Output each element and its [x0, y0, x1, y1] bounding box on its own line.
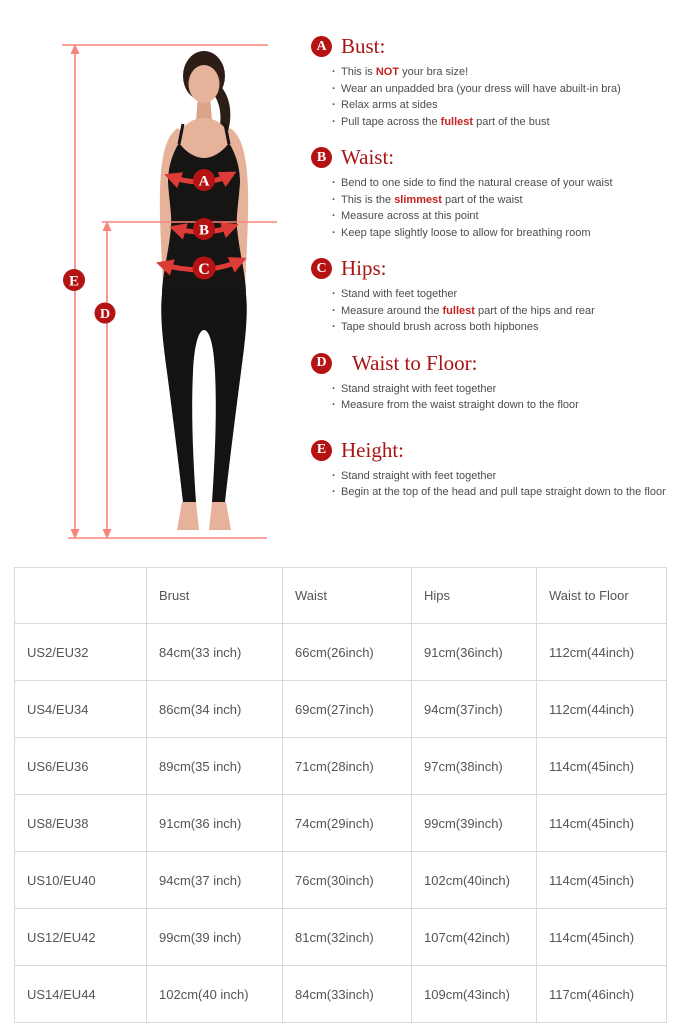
- measurement-cell: 112cm(44inch): [537, 624, 667, 681]
- table-row: [15, 795, 667, 852]
- size-chart-body: [15, 624, 667, 1023]
- bullet-text: your bra size!: [399, 66, 469, 78]
- table-row: [15, 681, 667, 738]
- measurement-cell: 94cm(37 inch): [147, 852, 283, 909]
- section-bullets: [311, 175, 671, 241]
- size-label-cell: US6/EU36: [15, 738, 147, 795]
- bullet-text: part of the bust: [473, 115, 550, 128]
- measurement-cell: 91cm(36 inch): [147, 795, 283, 852]
- column-header: Brust: [147, 568, 283, 624]
- figure-badge-b: [193, 218, 215, 240]
- bullet-text: Bend to one side to find the natural crease of your waist: [341, 177, 613, 189]
- column-header: Hips: [412, 568, 537, 624]
- bullet-text: Measure around the: [341, 304, 443, 317]
- section-title: Height:: [341, 437, 404, 462]
- instruction-section-c: [311, 256, 671, 336]
- column-header: [15, 568, 147, 624]
- emphasis-text: fullest: [442, 304, 475, 317]
- table-row: [15, 966, 667, 1023]
- instruction-section-b: [311, 145, 671, 241]
- bullet-item: [332, 81, 671, 98]
- section-bullets: [311, 468, 671, 501]
- size-label-cell: US2/EU32: [15, 624, 147, 681]
- measurement-cell: 114cm(45inch): [537, 909, 667, 966]
- bullet-text: Pull tape across the: [341, 115, 441, 128]
- bullet-item: [332, 192, 671, 209]
- bullet-text: Measure from the waist straight down to the floor: [341, 399, 579, 411]
- measurement-cell: 99cm(39 inch): [147, 909, 283, 966]
- section-title: Waist:: [341, 145, 395, 169]
- bullet-text: Keep tape slightly loose to allow for breathing room: [341, 226, 591, 239]
- measurement-cell: 81cm(32inch): [283, 909, 412, 966]
- section-letter-badge: D: [311, 353, 332, 374]
- measurement-cell: 74cm(29inch): [283, 795, 412, 852]
- section-heading: [311, 438, 671, 463]
- section-title: Waist to Floor:: [352, 350, 478, 375]
- section-heading: [311, 256, 671, 281]
- size-label-cell: US10/EU40: [15, 852, 147, 909]
- size-label-cell: US8/EU38: [15, 795, 147, 852]
- measurement-cell: 102cm(40 inch): [147, 966, 283, 1023]
- table-row: [15, 909, 667, 966]
- bullet-item: [332, 64, 671, 81]
- bullet-item: [332, 319, 671, 336]
- measurement-cell: 114cm(45inch): [537, 738, 667, 795]
- bullet-text: Stand straight with feet together: [341, 382, 497, 395]
- measurement-cell: 66cm(26inch): [283, 624, 412, 681]
- measurement-cell: 76cm(30inch): [283, 852, 412, 909]
- figure-badge-letter: E: [68, 273, 80, 290]
- bullet-text: Measure across at this point: [341, 210, 479, 222]
- emphasis-text: fullest: [440, 115, 474, 128]
- bullet-text: Wear an unpadded bra (your dress will have abuilt-in bra): [341, 82, 621, 95]
- measurement-cell: 71cm(28inch): [283, 738, 412, 795]
- section-bullets: [311, 381, 671, 414]
- bullet-text: This is the: [341, 193, 395, 206]
- emphasis-text: NOT: [375, 66, 400, 78]
- table-row: [15, 852, 667, 909]
- bullet-item: [332, 303, 671, 320]
- measurement-cell: 97cm(38inch): [412, 738, 537, 795]
- bullet-text: Stand with feet together: [341, 288, 458, 300]
- bullet-item: [332, 286, 671, 303]
- figure-badge-letter: B: [198, 222, 210, 239]
- column-header: Waist: [283, 568, 412, 624]
- model-figure: [0, 0, 340, 560]
- bullet-text: Relax arms at sides: [341, 99, 438, 111]
- header-row: [15, 568, 667, 624]
- bullet-item: [332, 484, 671, 501]
- measurement-cell: 69cm(27inch): [283, 681, 412, 738]
- figure-badge-letter: D: [99, 307, 111, 323]
- bullet-item: [332, 381, 671, 398]
- measurement-cell: 112cm(44inch): [537, 681, 667, 738]
- measurement-cell: 114cm(45inch): [537, 795, 667, 852]
- bullet-text: Tape should brush across both hipbones: [341, 321, 539, 333]
- bullet-text: part of the hips and rear: [474, 304, 595, 317]
- section-title: Bust:: [341, 34, 386, 58]
- section-letter-badge: E: [311, 440, 332, 461]
- bullet-item: [332, 208, 671, 225]
- measurement-cell: 84cm(33inch): [283, 966, 412, 1023]
- section-heading: [311, 351, 671, 376]
- measurement-cell: 84cm(33 inch): [147, 624, 283, 681]
- measurement-cell: 109cm(43inch): [412, 966, 537, 1023]
- section-heading: [311, 34, 671, 59]
- section-bullets: [311, 286, 671, 336]
- measurement-arrowheads: [68, 44, 112, 539]
- bullet-item: [332, 97, 671, 114]
- bullet-text: This is: [341, 66, 376, 78]
- measurement-cell: 94cm(37inch): [412, 681, 537, 738]
- bullet-text: part of the waist: [441, 193, 523, 206]
- table-row: [15, 738, 667, 795]
- emphasis-text: slimmest: [394, 193, 442, 206]
- figure-badge-letter: A: [198, 173, 210, 190]
- bullet-item: [332, 114, 671, 131]
- section-letter-badge: B: [311, 147, 332, 168]
- measurement-cell: 89cm(35 inch): [147, 738, 283, 795]
- bullet-item: [332, 397, 671, 414]
- section-letter-badge: C: [311, 258, 332, 279]
- bullet-item: [332, 225, 671, 242]
- column-header: Waist to Floor: [537, 568, 667, 624]
- measurement-cell: 86cm(34 inch): [147, 681, 283, 738]
- bullet-text: Stand straight with feet together: [341, 469, 497, 482]
- table-row: [15, 624, 667, 681]
- size-label-cell: US12/EU42: [15, 909, 147, 966]
- measurement-cell: 114cm(45inch): [537, 852, 667, 909]
- figure-badge-c: [193, 257, 216, 280]
- instruction-section-a: [311, 34, 671, 130]
- section-letter-badge: A: [311, 36, 332, 57]
- instruction-section-d: [311, 351, 671, 414]
- size-chart-header: [15, 568, 667, 624]
- figure-badge-d: [95, 303, 116, 324]
- figure-badge-letter: C: [198, 260, 210, 278]
- measurement-cell: 117cm(46inch): [537, 966, 667, 1023]
- measurement-cell: 102cm(40inch): [412, 852, 537, 909]
- bullet-item: [332, 175, 671, 192]
- bullet-item: [332, 468, 671, 485]
- measurement-instructions: [311, 34, 671, 516]
- size-label-cell: US14/EU44: [15, 966, 147, 1023]
- section-title: Hips:: [341, 256, 387, 280]
- size-chart-table: [14, 567, 667, 1023]
- measurement-cell: 91cm(36inch): [412, 624, 537, 681]
- measurement-cell: 107cm(42inch): [412, 909, 537, 966]
- section-bullets: [311, 64, 671, 130]
- size-label-cell: US4/EU34: [15, 681, 147, 738]
- bullet-text: Begin at the top of the head and pull tape straight down to the floor: [341, 486, 666, 498]
- section-heading: [311, 145, 671, 170]
- instruction-section-e: [311, 438, 671, 501]
- model-silhouette: [160, 51, 248, 530]
- measurement-cell: 99cm(39inch): [412, 795, 537, 852]
- figure-badge-e: [63, 269, 85, 291]
- figure-badge-a: [193, 169, 215, 191]
